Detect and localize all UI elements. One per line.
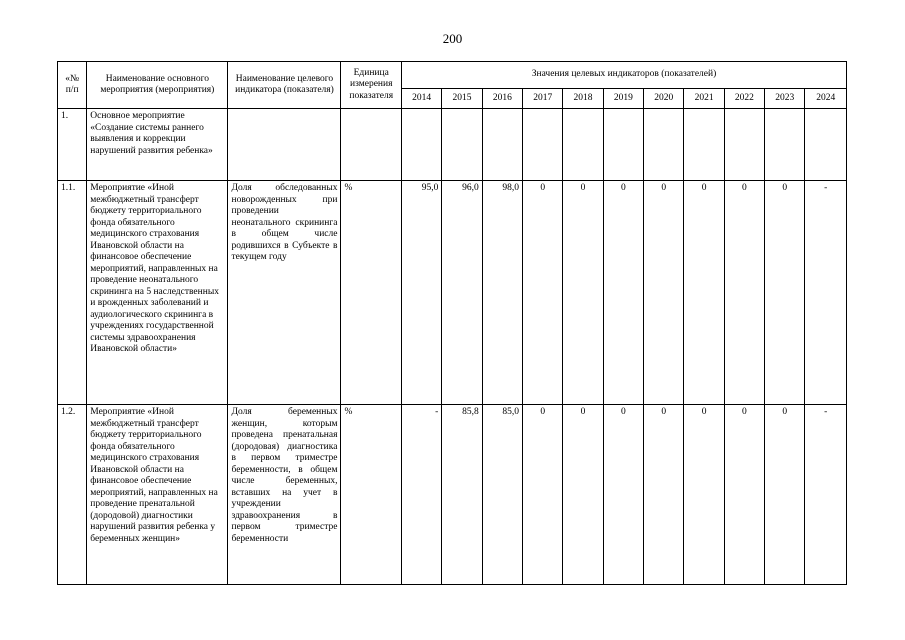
row-value: 0: [765, 181, 805, 405]
row-value: 0: [644, 181, 684, 405]
page-number: 200: [442, 31, 463, 46]
row-value: [482, 109, 522, 181]
row-value: [724, 109, 764, 181]
header-year: 2022: [724, 89, 764, 109]
row-value: [805, 109, 847, 181]
row-event: Мероприятие «Иной межбюджетный трансферт бюджету территориального фонда обязательного медицинского страхования Ивановской области на финансовое обеспечение мероприятий, направленных на проведение неонатального скрининга на 5 наследственных и врожденных заболеваний и аудиологического скрининга в учреждениях государственной системы здравоохранения Ивановской области»: [87, 181, 228, 405]
row-unit: [341, 109, 402, 181]
row-value: -: [402, 405, 442, 585]
row-indicator: [228, 109, 341, 181]
row-value: 98,0: [482, 181, 522, 405]
header-year: 2023: [765, 89, 805, 109]
row-value: 0: [563, 405, 603, 585]
header-event: Наименование основного мероприятия (мероприятия): [87, 62, 228, 109]
row-value: 0: [684, 181, 724, 405]
table-row: [58, 109, 847, 181]
row-value: 96,0: [442, 181, 482, 405]
row-value: [523, 109, 563, 181]
indicators-table: [57, 61, 847, 585]
row-value: 0: [724, 181, 764, 405]
header-year: 2020: [644, 89, 684, 109]
table-row: [58, 405, 847, 585]
header-unit: Единица измерения показателя: [341, 62, 402, 109]
row-value: 0: [523, 181, 563, 405]
table-row: [58, 181, 847, 405]
row-value: 0: [644, 405, 684, 585]
header-year: 2017: [523, 89, 563, 109]
row-event: Основное мероприятие «Создание системы раннего выявления и коррекции нарушений развития ребенка»: [87, 109, 228, 181]
row-indicator: Доля беременных женщин, которым проведена пренатальная (дородовая) диагностика в первом триместре беременности, в общем числе беременных, вставших на учет в учреждении здравоохранения в первом триместре беременности: [228, 405, 341, 585]
row-value: 0: [563, 181, 603, 405]
row-value: 0: [603, 181, 643, 405]
row-value: 0: [765, 405, 805, 585]
header-row-1: [58, 62, 847, 89]
row-value: 0: [724, 405, 764, 585]
row-value: 95,0: [402, 181, 442, 405]
row-value: [402, 109, 442, 181]
row-value: [442, 109, 482, 181]
row-indicator: Доля обследованных новорожденных при проведении неонатального скрининга в общем числе родившихся в Субъекте в текущем году: [228, 181, 341, 405]
row-value: -: [805, 405, 847, 585]
header-values-group: Значения целевых индикаторов (показателей): [402, 62, 847, 89]
row-unit: %: [341, 405, 402, 585]
row-num: 1.1.: [58, 181, 87, 405]
row-value: -: [805, 181, 847, 405]
header-year: 2021: [684, 89, 724, 109]
row-value: 0: [603, 405, 643, 585]
header-year: 2024: [805, 89, 847, 109]
row-event: Мероприятие «Иной межбюджетный трансферт бюджету территориального фонда обязательного медицинского страхования Ивановской области на финансовое обеспечение мероприятий, направленных на проведение пренатальной (дородовой) диагностики нарушений развития ребенка у беременных женщин»: [87, 405, 228, 585]
header-year: 2018: [563, 89, 603, 109]
row-value: 0: [684, 405, 724, 585]
header-year: 2014: [402, 89, 442, 109]
row-value: [563, 109, 603, 181]
header-num: «№ п/п: [58, 62, 87, 109]
row-value: 85,0: [482, 405, 522, 585]
row-num: 1.: [58, 109, 87, 181]
row-value: [644, 109, 684, 181]
row-num: 1.2.: [58, 405, 87, 585]
header-indicator: Наименование целевого индикатора (показателя): [228, 62, 341, 109]
row-value: 85,8: [442, 405, 482, 585]
row-value: [684, 109, 724, 181]
header-year: 2016: [482, 89, 522, 109]
row-unit: %: [341, 181, 402, 405]
row-value: [603, 109, 643, 181]
row-value: [765, 109, 805, 181]
header-year: 2015: [442, 89, 482, 109]
header-year: 2019: [603, 89, 643, 109]
row-value: 0: [523, 405, 563, 585]
